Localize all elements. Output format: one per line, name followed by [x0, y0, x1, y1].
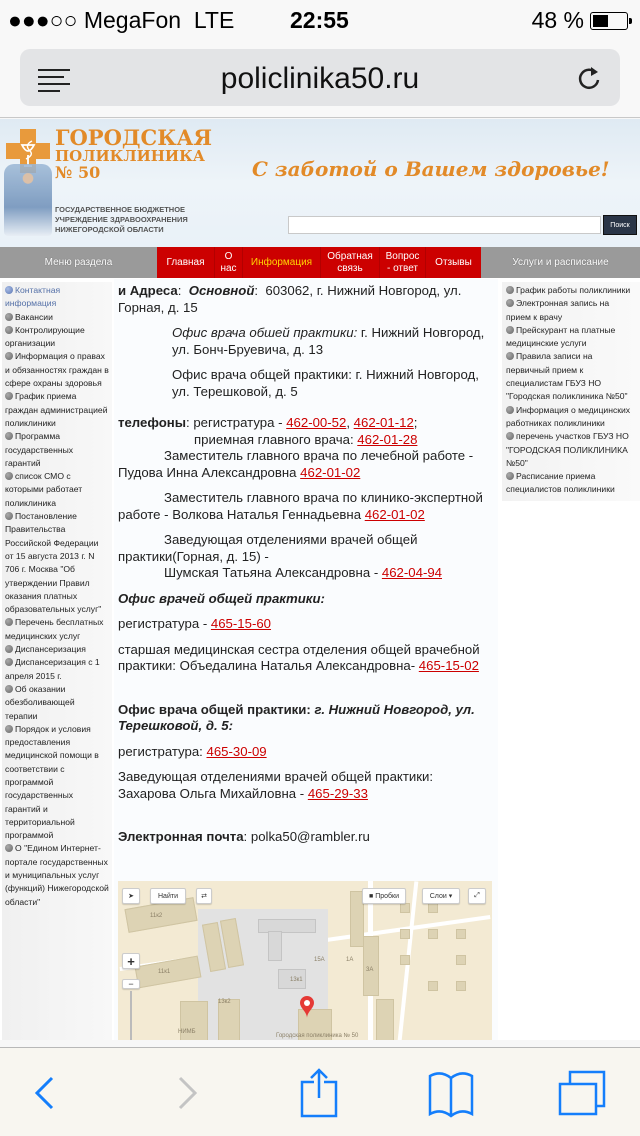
site-logo-title[interactable]: ГОРОДСКАЯ ПОЛИКЛИНИКА № 50	[55, 125, 212, 182]
bullet-icon	[5, 844, 13, 852]
family-photo	[4, 164, 52, 236]
office3-title: Офис врача общей практики: г. Нижний Новгород, ул. Терешковой, д. 5:	[118, 701, 475, 733]
layers-dropdown[interactable]: Слои ▾	[422, 888, 460, 904]
bullet-icon	[5, 645, 13, 653]
carrier-name: MegaFon	[83, 7, 182, 33]
email-address[interactable]: polka50@rambler.ru	[250, 829, 370, 844]
bullet-icon	[5, 313, 13, 321]
bullet-icon	[5, 618, 13, 626]
traffic-button[interactable]: ■ Пробки	[362, 888, 406, 904]
web-page	[0, 119, 640, 1040]
phone-link[interactable]: 465-15-02	[418, 658, 479, 673]
browser-address-area	[0, 40, 640, 118]
left-menu-item-free-services[interactable]: Перечень бесплатных медицинских услуг	[5, 617, 104, 641]
left-menu-item-supervisory[interactable]: Контролирующие организации	[5, 324, 85, 349]
nav-item-about[interactable]: О нас	[215, 247, 243, 278]
right-menu-item-districts[interactable]: перечень участков ГБУЗ НО "ГОРОДСКАЯ ПОЛИКЛИНИКА №50"	[506, 431, 629, 468]
nav-item-feedback[interactable]: Обратная связь	[321, 247, 380, 278]
battery-percent: 48 %	[531, 7, 584, 33]
nav-item-faq[interactable]: Вопрос - ответ	[380, 247, 426, 278]
status-bar	[0, 0, 640, 40]
bullet-icon	[506, 326, 514, 334]
section-menu	[2, 282, 112, 1040]
section-menu-heading: Меню раздела	[44, 257, 113, 268]
nav-item-information[interactable]: Информация	[243, 247, 321, 278]
left-menu-item-resolution[interactable]: Постановление Правительства Российской Федерации от 15 августа 2013 г. N 706 г. Москва "Об утверждении Правил оказания платных образовательных услуг"	[5, 511, 102, 615]
phone-link[interactable]: 465-29-33	[307, 785, 368, 801]
office1-address: Офис врача обшей практики: г. Нижний Новгород, ул. Бонч-Бруевича, д. 13	[172, 325, 485, 357]
bullet-icon	[5, 286, 13, 294]
phone-link[interactable]: 462-01-02	[364, 506, 425, 522]
bullet-icon	[5, 472, 13, 480]
map-find-button[interactable]: Найти	[150, 888, 186, 904]
back-icon[interactable]	[22, 1068, 72, 1118]
phone-link[interactable]: 462-01-28	[357, 431, 418, 447]
phone-link[interactable]: 465-30-09	[206, 743, 267, 759]
bullet-icon	[506, 299, 514, 307]
organization-subtitle: ГОСУДАРСТВЕННОЕ БЮДЖЕТНОЕ УЧРЕЖДЕНИЕ ЗДРАВООХРАНЕНИЯ НИЖЕГОРОДСКОЙ ОБЛАСТИ	[55, 205, 188, 234]
main-address: и Адреса: Основной: 603062, г. Нижний Новгород, ул. Горная, д. 15	[118, 283, 462, 315]
left-menu-item-dispensary-2015[interactable]: Диспансеризация с 1 апреля 2015 г.	[5, 657, 100, 681]
right-menu-item-online-booking[interactable]: Электронная запись на прием к врачу	[506, 298, 610, 322]
gp-office-title: Офис врачей общей практики:	[118, 590, 325, 606]
bullet-icon	[5, 512, 13, 520]
right-menu-item-staff-info[interactable]: Информация о медицинских работниках поликлиники	[506, 404, 631, 428]
bullet-icon	[5, 392, 13, 400]
phone-link[interactable]: 462-01-12	[353, 415, 414, 430]
left-menu-item-gov-portal[interactable]: О "Едином Интернет-портале государственных и муниципальных услуг (функций) Нижегородской области"	[5, 843, 109, 907]
tabs-icon[interactable]	[556, 1068, 606, 1118]
traffic-icon: ■	[369, 892, 376, 900]
gp-registry: регистратура - 465-15-60	[118, 616, 272, 631]
office3-registry: регистратура: 465-30-09	[118, 743, 267, 759]
bullet-icon	[5, 352, 13, 360]
forward-icon[interactable]	[160, 1068, 210, 1118]
site-header	[0, 119, 640, 247]
network-type: LTE	[193, 7, 235, 33]
clock: 22:55	[290, 7, 349, 33]
bookmarks-icon[interactable]	[426, 1068, 476, 1118]
phone-link[interactable]: 465-15-60	[210, 616, 272, 631]
left-menu-item-dispensary[interactable]: Диспансеризация	[5, 643, 109, 656]
left-menu-item-reception-schedule[interactable]: График приема граждан администрацией поликлиники	[5, 391, 108, 428]
phone-link[interactable]: 462-01-02	[300, 464, 361, 480]
head2: Заведующая отделениями врачей общей практики: Захарова Ольга Михайловна - 465-29-33	[118, 769, 434, 801]
left-menu-item-care-procedure[interactable]: Порядок и условия предоставления медицинской помощи в соответствии с программой государственных гарантий и территориальной программой	[5, 723, 99, 841]
email-line: Электронная почта: polka50@rambler.ru	[118, 829, 370, 844]
head1: Заведующая отделениями врачей общей практики(Горная, д. 15) -	[118, 532, 418, 564]
head1-name: Шумская Татьяна Александровна - 462-04-94	[164, 565, 443, 580]
bullet-icon	[506, 432, 514, 440]
bullet-icon	[506, 352, 514, 360]
bullet-icon	[506, 286, 514, 294]
reload-icon[interactable]	[574, 63, 604, 93]
services-menu	[502, 282, 640, 501]
deputy2: Заместитель главного врача по клинико-экспертной работе - Волкова Наталья Геннадьевна 462-01-02	[118, 490, 483, 522]
url-text[interactable]: policlinika50.ru	[220, 62, 420, 95]
deputy1: Заместитель главного врача по лечебной работе - Пудова Инна Александровна 462-01-02	[118, 448, 474, 480]
search-button[interactable]: Поиск	[603, 215, 637, 235]
bullet-icon	[5, 685, 13, 693]
carrier-info	[8, 7, 234, 34]
bullet-icon	[5, 326, 13, 334]
right-menu-item-booking-rules[interactable]: Правила записи на первичный прием к специалистам ГБУЗ НО "Городская поликлиника №50"	[506, 351, 628, 402]
left-menu-item-insurers[interactable]: список СМО с которыми работает поликлиника	[5, 471, 83, 508]
left-menu-item-contacts[interactable]: Контактная информация	[5, 285, 61, 309]
left-menu-item-vacancies[interactable]: Вакансии	[5, 311, 109, 324]
bullet-icon	[5, 432, 13, 440]
battery-info	[532, 7, 628, 34]
head-nurse: старшая медицинская сестра отделения общей врачебной практики: Объедалина Наталья Александровна- 465-15-02	[118, 641, 480, 673]
bullet-icon	[506, 406, 514, 414]
route-icon[interactable]: ⇄	[196, 888, 212, 904]
zoom-out-button[interactable]: −	[122, 979, 140, 989]
phones-block: телефоны: регистратура - 462-00-52, 462-01-12;	[118, 415, 418, 430]
zoom-slider[interactable]	[130, 991, 132, 1040]
map-marker-icon[interactable]	[300, 996, 314, 1018]
right-menu-item-working-hours[interactable]: График работы поликлиники	[506, 284, 636, 297]
nav-item-home[interactable]: Главная	[157, 247, 215, 278]
locate-me-button[interactable]: ➤	[122, 888, 140, 904]
chief-reception: приемная главного врача: 462-01-28	[194, 431, 418, 447]
top-menu	[157, 247, 481, 278]
slogan: С заботой о Вашем здоровье!	[252, 157, 610, 181]
phone-link[interactable]: 462-00-52	[286, 415, 347, 430]
left-menu-item-state-guarantees[interactable]: Программа государственных гарантий	[5, 431, 74, 468]
address-bar[interactable]	[20, 49, 620, 106]
bullet-icon	[5, 725, 13, 733]
office2-address: Офис врача общей практики: г. Нижний Новгород, ул. Терешковой, д. 5	[172, 367, 479, 399]
fullscreen-icon[interactable]: ⤢	[468, 888, 486, 904]
signal-strength: ●●●○○	[8, 7, 78, 33]
right-menu-item-price-list[interactable]: Прейскурант на платные медицинские услуги	[506, 324, 616, 349]
battery-icon	[590, 12, 628, 30]
share-icon[interactable]	[294, 1068, 344, 1118]
location-map[interactable]: 11к2 11к1 13к2 13к1 15А 1А 3А НИМБ Городская поликлиника № 50 ➤ Найти ⇄ ■ Пробки Слои ▾ ⤢ + −	[118, 881, 492, 1040]
nav-item-reviews[interactable]: Отзывы	[435, 256, 472, 268]
search-input[interactable]	[288, 216, 601, 234]
phone-link[interactable]: 462-04-94	[381, 565, 443, 580]
left-menu-item-citizen-rights[interactable]: Информация о правах и обязанностях граждан в сфере охраны здоровья	[5, 351, 109, 389]
right-menu-item-specialist-schedule[interactable]: Расписание приема специалистов поликлиники	[506, 471, 615, 495]
bullet-icon	[506, 472, 514, 480]
main-navigation	[0, 247, 640, 278]
browser-toolbar	[0, 1047, 640, 1136]
left-menu-item-pain-therapy[interactable]: Об оказании обезболивающей терапии	[5, 683, 75, 721]
bullet-icon	[5, 658, 13, 666]
services-schedule-heading: Услуги и расписание	[512, 257, 609, 268]
zoom-in-button[interactable]: +	[122, 953, 140, 969]
